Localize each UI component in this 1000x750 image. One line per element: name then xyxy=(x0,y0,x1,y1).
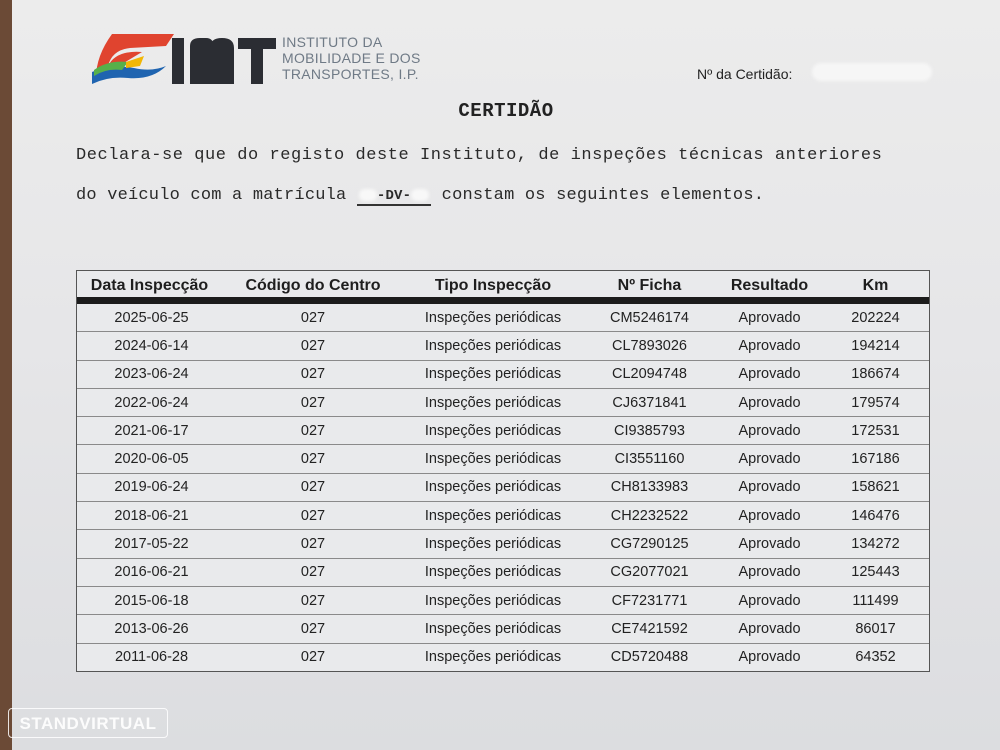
cell-inspection-type: Inspeções periódicas xyxy=(424,620,562,637)
header-result: Resultado xyxy=(730,277,809,294)
cell-date: 2024-06-14 xyxy=(114,337,189,354)
cell-inspection-type: Inspeções periódicas xyxy=(424,649,562,666)
cell-km: 194214 xyxy=(851,337,900,354)
table-row xyxy=(77,502,929,530)
table-body xyxy=(77,304,929,671)
cell-record-number: CE7421592 xyxy=(611,620,688,637)
cell-record-number: CL2094748 xyxy=(612,366,687,383)
cell-result: Aprovado xyxy=(738,309,801,326)
cell-inspection-type: Inspeções periódicas xyxy=(424,337,562,354)
cell-date: 2013-06-26 xyxy=(114,620,189,637)
cell-km: 125443 xyxy=(851,564,900,581)
cell-center-code: 027 xyxy=(300,479,326,496)
table-row xyxy=(77,389,929,417)
cell-record-number: CG2077021 xyxy=(610,564,689,581)
cell-record-number: CI9385793 xyxy=(614,422,685,439)
cell-km: 86017 xyxy=(855,620,896,637)
table-row xyxy=(77,474,929,502)
cell-km: 202224 xyxy=(851,309,900,326)
cell-result: Aprovado xyxy=(738,507,801,524)
certificate-page xyxy=(12,0,1000,750)
table-row xyxy=(77,587,929,615)
cell-date: 2011-06-28 xyxy=(114,649,189,666)
cell-center-code: 027 xyxy=(300,620,326,637)
cell-inspection-type: Inspeções periódicas xyxy=(424,592,562,609)
header-record-number: Nº Ficha xyxy=(617,277,682,294)
cell-inspection-type: Inspeções periódicas xyxy=(424,479,562,496)
cell-result: Aprovado xyxy=(738,649,801,666)
table-row xyxy=(77,304,929,332)
header-km: Km xyxy=(862,277,889,294)
table-row xyxy=(77,361,929,389)
cell-date: 2016-06-21 xyxy=(114,564,189,581)
cell-date: 2022-06-24 xyxy=(114,394,189,411)
imt-logo xyxy=(82,26,282,92)
cell-km: 64352 xyxy=(855,649,896,666)
cell-inspection-type: Inspeções periódicas xyxy=(424,366,562,383)
cell-center-code: 027 xyxy=(300,366,326,383)
cell-center-code: 027 xyxy=(300,451,326,468)
cell-km: 172531 xyxy=(851,422,900,439)
cell-center-code: 027 xyxy=(300,507,326,524)
cell-result: Aprovado xyxy=(738,451,801,468)
cell-center-code: 027 xyxy=(300,394,326,411)
cell-km: 134272 xyxy=(851,536,900,553)
cell-result: Aprovado xyxy=(738,620,801,637)
institute-line: TRANSPORTES, I.P. xyxy=(282,66,419,82)
declaration-text-before: do veículo com a matrícula xyxy=(76,186,347,205)
cell-result: Aprovado xyxy=(738,536,801,553)
cell-date: 2018-06-21 xyxy=(114,507,189,524)
cell-inspection-type: Inspeções periódicas xyxy=(424,451,562,468)
institute-line: MOBILIDADE E DOS xyxy=(282,50,421,66)
cell-result: Aprovado xyxy=(738,592,801,609)
cell-result: Aprovado xyxy=(738,337,801,354)
cell-center-code: 027 xyxy=(300,564,326,581)
cell-center-code: 027 xyxy=(300,536,326,553)
cell-km: 179574 xyxy=(851,394,900,411)
cell-center-code: 027 xyxy=(300,309,326,326)
header-inspection-type: Tipo Inspecção xyxy=(434,277,552,294)
redacted-plate-part xyxy=(359,189,377,201)
table-row xyxy=(77,530,929,558)
cell-center-code: 027 xyxy=(300,592,326,609)
cell-inspection-type: Inspeções periódicas xyxy=(424,564,562,581)
cell-record-number: CH8133983 xyxy=(610,479,689,496)
institute-name xyxy=(282,34,421,82)
table-row xyxy=(77,445,929,473)
standvirtual-watermark: STANDVIRTUAL xyxy=(8,708,168,738)
cell-km: 158621 xyxy=(851,479,900,496)
license-plate xyxy=(357,188,431,206)
cell-result: Aprovado xyxy=(738,564,801,581)
cell-date: 2017-05-22 xyxy=(114,536,189,553)
cell-date: 2015-06-18 xyxy=(114,592,189,609)
cell-center-code: 027 xyxy=(300,337,326,354)
cell-inspection-type: Inspeções periódicas xyxy=(424,507,562,524)
table-row xyxy=(77,417,929,445)
cell-record-number: CJ6371841 xyxy=(612,394,687,411)
plate-visible-part: -DV- xyxy=(376,188,412,204)
table-row xyxy=(77,332,929,360)
cell-date: 2020-06-05 xyxy=(114,451,189,468)
cell-center-code: 027 xyxy=(300,649,326,666)
cell-record-number: CG7290125 xyxy=(610,536,689,553)
header-center-code: Código do Centro xyxy=(245,277,381,294)
cell-result: Aprovado xyxy=(738,366,801,383)
institute-line: INSTITUTO DA xyxy=(282,34,383,50)
cell-inspection-type: Inspeções periódicas xyxy=(424,394,562,411)
cell-date: 2021-06-17 xyxy=(114,422,189,439)
cell-km: 186674 xyxy=(851,366,900,383)
header-date: Data Inspecção xyxy=(90,277,209,294)
cell-date: 2019-06-24 xyxy=(114,479,189,496)
cell-record-number: CI3551160 xyxy=(614,451,685,468)
redacted-certificate-number xyxy=(812,63,932,81)
redacted-plate-part xyxy=(411,189,429,201)
table-row xyxy=(77,644,929,671)
cell-date: 2025-06-25 xyxy=(114,309,189,326)
declaration-line-2 xyxy=(76,186,764,206)
cell-record-number: CD5720488 xyxy=(610,649,689,666)
table-row xyxy=(77,559,929,587)
cell-record-number: CF7231771 xyxy=(611,592,688,609)
document-title: CERTIDÃO xyxy=(458,100,554,122)
cell-inspection-type: Inspeções periódicas xyxy=(424,309,562,326)
cell-inspection-type: Inspeções periódicas xyxy=(424,422,562,439)
cell-record-number: CM5246174 xyxy=(610,309,689,326)
cell-result: Aprovado xyxy=(738,479,801,496)
cell-result: Aprovado xyxy=(738,394,801,411)
inspection-table xyxy=(76,270,930,672)
declaration-text-after: constam os seguintes elementos. xyxy=(441,186,765,205)
cell-record-number: CH2232522 xyxy=(610,507,689,524)
table-header xyxy=(77,271,929,304)
cell-km: 111499 xyxy=(852,592,899,609)
cell-result: Aprovado xyxy=(738,422,801,439)
declaration-line-1: Declara-se que do registo deste Instituto, de inspeções técnicas anteriores xyxy=(76,146,883,165)
cell-km: 167186 xyxy=(851,451,900,468)
table-row xyxy=(77,615,929,643)
cell-inspection-type: Inspeções periódicas xyxy=(424,536,562,553)
certificate-number-label: Nº da Certidão: xyxy=(697,66,793,82)
cell-center-code: 027 xyxy=(300,422,326,439)
cell-km: 146476 xyxy=(851,507,900,524)
cell-date: 2023-06-24 xyxy=(114,366,189,383)
cell-record-number: CL7893026 xyxy=(612,337,687,354)
